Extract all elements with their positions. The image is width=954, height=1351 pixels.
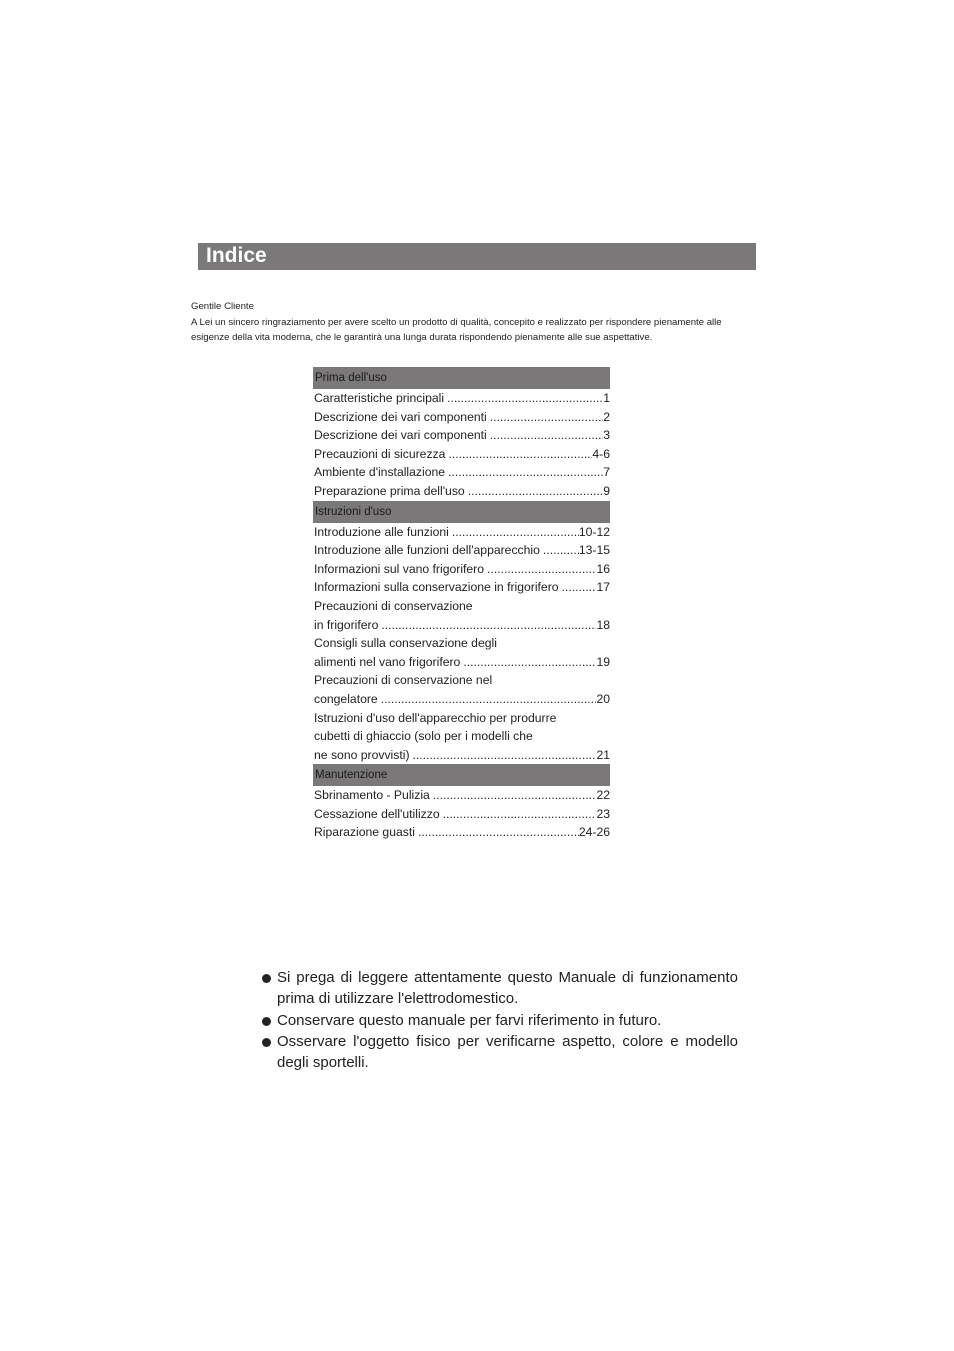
toc-entry-label: Istruzioni d'uso dell'apparecchio per produrre — [314, 710, 557, 725]
toc-entry-label: Sbrinamento - Pulizia — [314, 788, 430, 803]
toc-entry-page: 16 — [596, 561, 610, 576]
toc-entry-label: in frigorifero — [314, 617, 379, 632]
toc-entry-label: Precauzioni di conservazione nel — [314, 673, 493, 688]
toc-entry — [313, 597, 610, 616]
bullet-icon — [262, 1017, 271, 1026]
toc-entry — [313, 482, 610, 501]
toc-leader-dots — [490, 426, 603, 445]
toc-leader-dots — [381, 690, 597, 709]
toc-entry — [313, 727, 610, 746]
note-text: Conservare questo manuale per farvi riferimento in futuro. — [277, 1011, 662, 1029]
toc-entry-page: 20 — [596, 691, 610, 706]
toc-leader-dots — [452, 523, 579, 542]
toc-leader-dots — [468, 482, 604, 501]
toc-entry-label: Introduzione alle funzioni — [314, 524, 449, 539]
toc-leader-dots — [490, 408, 603, 427]
toc-entry-page: 18 — [596, 617, 610, 632]
toc-leader-dots — [463, 653, 596, 672]
toc-entry — [313, 408, 610, 427]
toc-entry-page: 4-6 — [592, 446, 610, 461]
toc-entry-label: alimenti nel vano frigorifero — [314, 654, 461, 669]
toc-entry — [313, 634, 610, 653]
toc-leader-dots — [448, 445, 592, 464]
toc-entry-label: congelatore — [314, 691, 378, 706]
note-item — [262, 1031, 738, 1074]
toc-entry-label: ne sono provvisti) — [314, 747, 410, 762]
toc-entry-label: Precauzioni di conservazione — [314, 598, 473, 613]
note-item — [262, 967, 738, 1010]
toc-entry-label: Precauzioni di sicurezza — [314, 446, 446, 461]
toc-entry — [313, 805, 610, 824]
toc-leader-dots — [418, 823, 579, 842]
toc-entry-label: Descrizione dei vari componenti — [314, 409, 487, 424]
toc-leader-dots — [562, 578, 597, 597]
toc-entry-page: 23 — [596, 806, 610, 821]
note-item — [262, 1010, 738, 1031]
toc-entry — [313, 445, 610, 464]
toc-leader-dots — [556, 709, 610, 728]
toc-leader-dots — [533, 727, 610, 746]
toc-entry — [313, 523, 610, 542]
toc-entry-page: 22 — [596, 788, 610, 803]
toc-leader-dots — [413, 746, 597, 765]
toc-entry-label: Informazioni sulla conservazione in frigorifero — [314, 580, 559, 595]
toc-section-heading: Prima dell'uso — [313, 367, 610, 389]
bullet-icon — [262, 974, 271, 983]
page-title: Indice — [206, 244, 267, 267]
toc-section-heading: Manutenzione — [313, 764, 610, 786]
intro-line: esigenze della vita moderna, che le garantirà una lunga durata rispondendo pienamente alle sue aspettative. — [191, 332, 653, 343]
toc-entry-label: Preparazione prima dell'uso — [314, 483, 465, 498]
toc-entry-label: Caratteristiche principali — [314, 391, 445, 405]
toc-leader-dots — [487, 560, 596, 579]
toc-leader-dots — [381, 616, 596, 635]
toc-entry-page: 1 — [603, 391, 610, 405]
toc-entry — [313, 690, 610, 709]
toc-entry — [313, 541, 610, 560]
toc-leader-dots — [497, 634, 610, 653]
toc-section-heading: Istruzioni d'uso — [313, 501, 610, 523]
toc-entry-page: 2 — [603, 409, 610, 424]
toc-entry-label: Informazioni sul vano frigorifero — [314, 561, 485, 576]
toc-entry — [313, 426, 610, 445]
title-bar — [198, 243, 756, 270]
toc-leader-dots — [433, 786, 597, 805]
toc-entry-page: 24-26 — [578, 825, 610, 840]
toc-entry-page: 3 — [603, 428, 610, 443]
bullet-icon — [262, 1038, 271, 1047]
toc-entry-page: 10-12 — [578, 524, 610, 539]
toc-entry — [313, 671, 610, 690]
toc-entry-page: 13-15 — [578, 543, 610, 558]
toc-entry-label: Riparazione guasti — [314, 825, 415, 840]
notes-list — [262, 967, 738, 1073]
toc-entry — [313, 653, 610, 672]
toc-entry — [313, 560, 610, 579]
toc-entry — [313, 786, 610, 805]
toc-entry — [313, 389, 610, 408]
toc-leader-dots — [447, 389, 603, 408]
toc-entry-page: 17 — [596, 580, 610, 595]
table-of-contents — [313, 367, 610, 842]
toc-entry-page: 9 — [603, 483, 610, 498]
toc-leader-dots — [443, 805, 597, 824]
toc-entry-page: 19 — [596, 654, 610, 669]
toc-entry-label: Descrizione dei vari componenti — [314, 428, 487, 443]
toc-entry-page: 21 — [596, 747, 610, 762]
toc-entry-label: cubetti di ghiaccio (solo per i modelli che — [314, 729, 533, 744]
toc-leader-dots — [492, 671, 610, 690]
toc-entry — [313, 578, 610, 597]
note-text: Si prega di leggere attentamente questo Manuale di funzionamento prima di utilizzare l'elettrodomestico. — [277, 969, 738, 1008]
toc-entry — [313, 823, 610, 842]
toc-entry — [313, 746, 610, 765]
toc-entry-label: Introduzione alle funzioni dell'apparecchio — [314, 543, 540, 558]
toc-entry-page: 7 — [603, 465, 610, 480]
intro — [191, 299, 791, 346]
note-text: Osservare l'oggetto fisico per verificarne aspetto, colore e modello degli sportelli. — [277, 1032, 738, 1072]
toc-entry — [313, 463, 610, 482]
toc-leader-dots — [543, 541, 579, 560]
toc-entry — [313, 709, 610, 728]
toc-entry — [313, 616, 610, 635]
greeting: Gentile Cliente — [191, 301, 254, 312]
toc-leader-dots — [448, 463, 603, 482]
toc-entry-label: Cessazione dell'utilizzo — [314, 806, 440, 821]
toc-leader-dots — [473, 597, 610, 616]
toc-entry-label: Ambiente d'installazione — [314, 465, 446, 480]
toc-entry-label: Consigli sulla conservazione degli — [314, 636, 497, 651]
intro-line: A Lei un sincero ringraziamento per avere scelto un prodotto di qualità, concepito e realizzato per rispondere pienamente alle — [191, 316, 722, 328]
